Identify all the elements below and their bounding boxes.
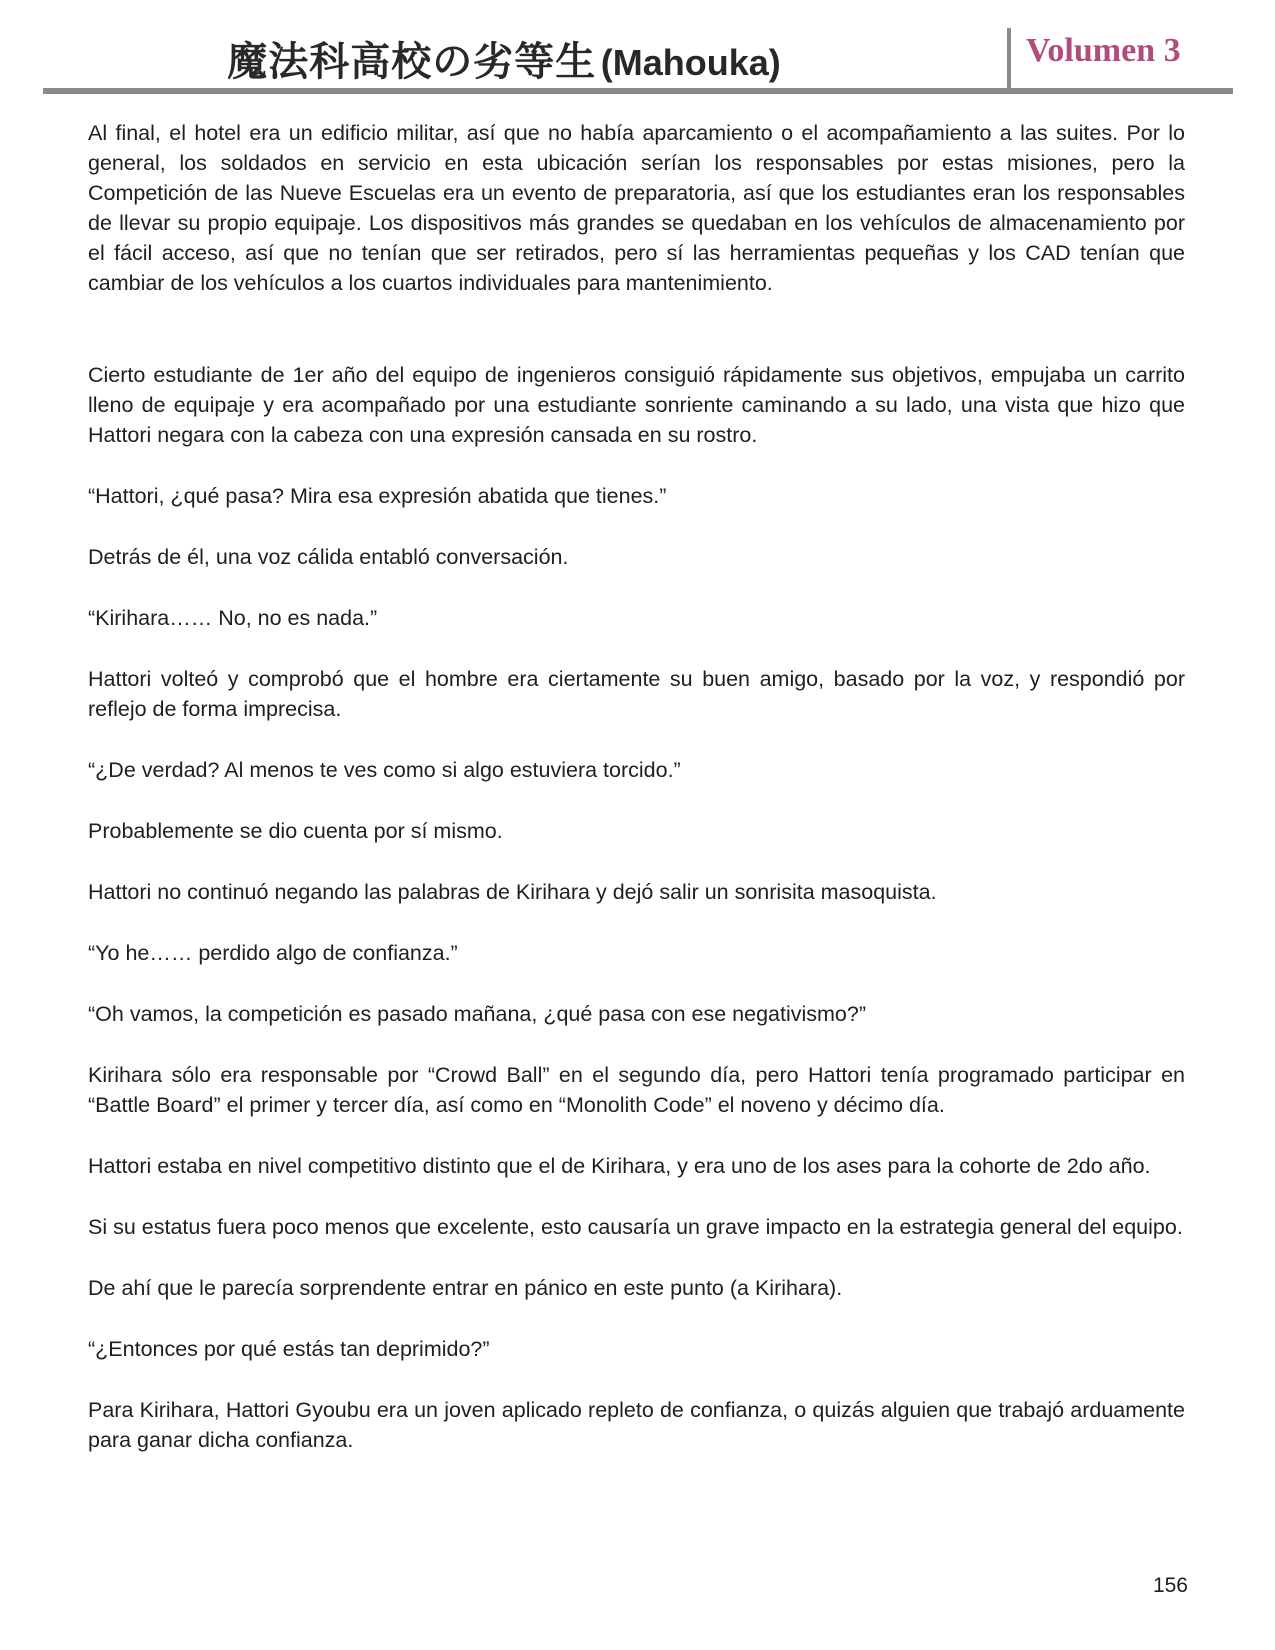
paragraph: Probablemente se dio cuenta por sí mismo. (88, 819, 503, 843)
paragraph: Hattori volteó y comprobó que el hombre era ciertamente su buen amigo, basado por la voz, y respondió por reflejo de forma imprecisa. (88, 667, 1185, 721)
document-body (88, 118, 1185, 1486)
paragraph: De ahí que le parecía sorprendente entrar en pánico en este punto (a Kirihara). (88, 1276, 843, 1300)
dialogue-line: “Oh vamos, la competición es pasado mañana, ¿qué pasa con ese negativismo?” (88, 1002, 867, 1026)
dialogue-line: “Kirihara…… No, no es nada.” (88, 606, 378, 630)
page-title-romanized: (Mahouka) (600, 42, 781, 83)
paragraph: Para Kirihara, Hattori Gyoubu era un joven aplicado repleto de confianza, o quizás alguien que trabajó arduamente para ganar dicha confianza. (88, 1398, 1185, 1452)
paragraph: Hattori no continuó negando las palabras de Kirihara y dejó salir un sonrisita masoquista. (88, 880, 937, 904)
paragraph: Al final, el hotel era un edificio militar, así que no había aparcamiento o el acompañamiento a las suites. Por lo general, los soldados en servicio en esta ubicación serían los responsables por estas misiones, pero la Competición de las Nueve Escuelas era un evento de preparatoria, así que los estudiantes eran los responsables de llevar su propio equipaje. Los dispositivos más grandes se quedaban en los vehículos de almacenamiento por el fácil acceso, así que no tenían que ser retirados, pero sí las herramientas pequeñas y los CAD tenían que cambiar de los vehículos a los cuartos individuales para mantenimiento. (88, 121, 1185, 295)
paragraph: Detrás de él, una voz cálida entabló conversación. (88, 545, 569, 569)
header-vertical-divider (1007, 28, 1011, 94)
paragraph: Kirihara sólo era responsable por “Crowd Ball” en el segundo día, pero Hattori tenía programado participar en “Battle Board” el primer y tercer día, así como en “Monolith Code” el noveno y décimo día. (88, 1063, 1185, 1117)
paragraph: Si su estatus fuera poco menos que excelente, esto causaría un grave impacto en la estrategia general del equipo. (88, 1215, 1183, 1239)
page-title (0, 30, 1008, 87)
volume-label: Volumen 3 (1026, 32, 1181, 69)
dialogue-line: “Yo he…… perdido algo de confianza.” (88, 941, 458, 965)
paragraph: Cierto estudiante de 1er año del equipo de ingenieros consiguió rápidamente sus objetivos, empujaba un carrito lleno de equipaje y era acompañado por una estudiante sonriente caminando a su lado, una vista que hizo que Hattori negara con la cabeza con una expresión cansada en su rostro. (88, 363, 1185, 447)
page-number: 156 (1152, 1574, 1188, 1597)
dialogue-line: “¿De verdad? Al menos te ves como si algo estuviera torcido.” (88, 758, 681, 782)
header-horizontal-rule (43, 88, 1233, 94)
page-title-japanese: 魔法科高校の劣等生 (227, 39, 597, 84)
paragraph: Hattori estaba en nivel competitivo distinto que el de Kirihara, y era uno de los ases para la cohorte de 2do año. (88, 1154, 1151, 1178)
dialogue-line: “¿Entonces por qué estás tan deprimido?” (88, 1337, 490, 1361)
dialogue-line: “Hattori, ¿qué pasa? Mira esa expresión abatida que tienes.” (88, 484, 667, 508)
